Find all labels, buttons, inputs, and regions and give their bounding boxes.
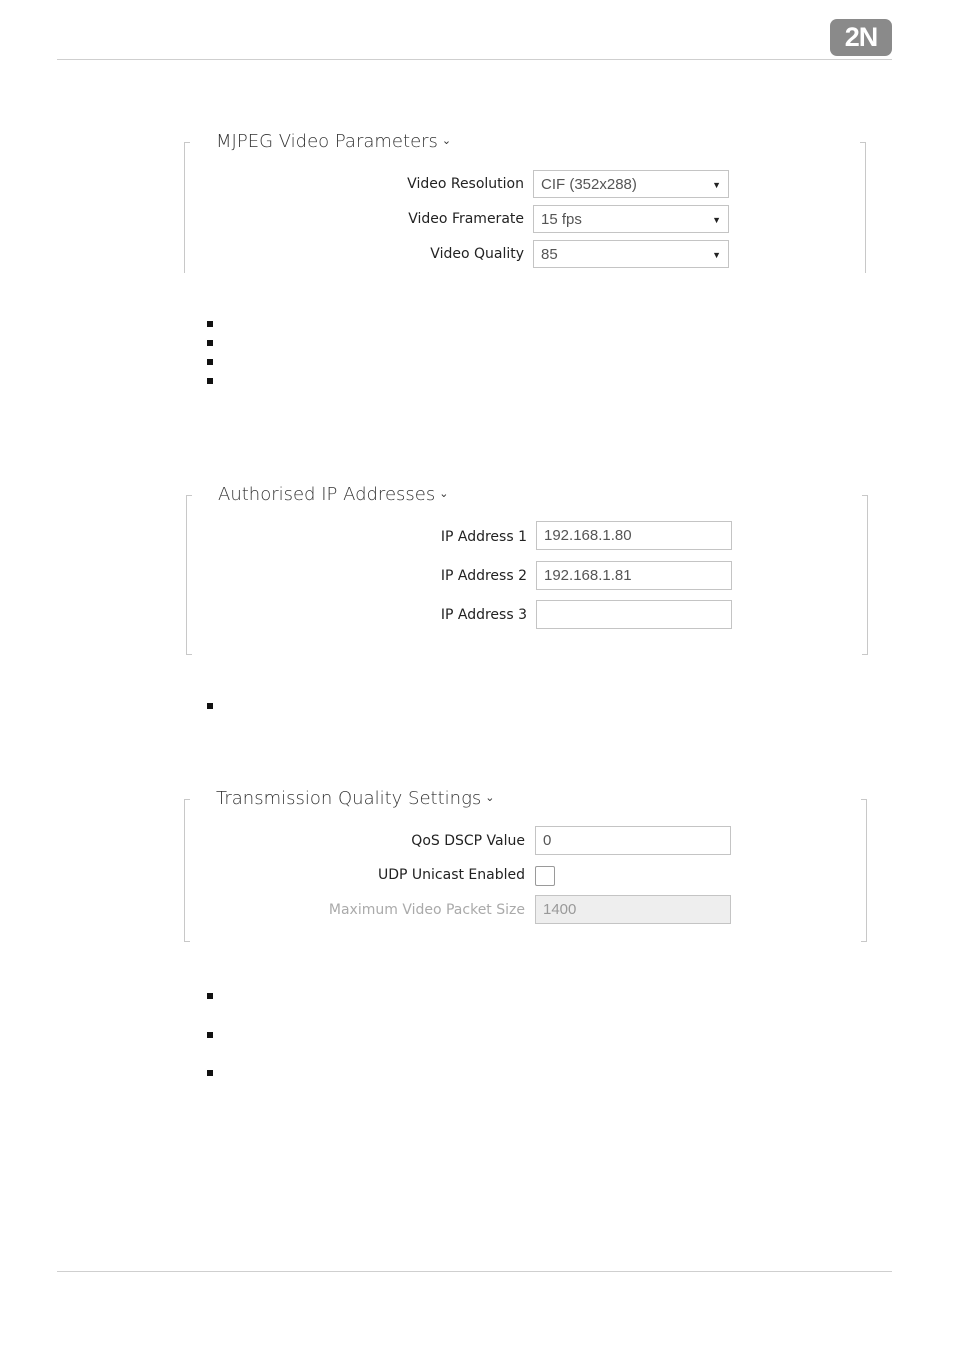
qos-dscp-label: QoS DSCP Value [411,833,525,849]
max-packet-size-row [184,895,525,925]
video-resolution-label: Video Resolution [407,176,524,192]
footer-divider [57,1271,892,1272]
video-framerate-value: 15 fps [541,211,582,228]
chevron-down-icon: ⌄ [439,487,449,500]
header-divider [57,59,892,60]
udp-unicast-checkbox[interactable] [535,866,555,886]
ip-address-2-label: IP Address 2 [440,568,527,584]
max-packet-size-label: Maximum Video Packet Size [328,902,525,918]
list-bullet [207,340,213,346]
video-framerate-row [184,204,524,234]
video-quality-label: Video Quality [430,246,524,262]
list-bullet [207,378,213,384]
list-bullet [207,993,213,999]
list-bullet [207,1070,213,1076]
ip-address-1-label: IP Address 1 [440,529,527,545]
list-bullet [207,321,213,327]
ip-address-1-input[interactable] [536,521,732,550]
transmission-quality-settings-panel [184,788,867,942]
brand-logo: 2N [830,19,892,56]
qos-dscp-input[interactable] [535,826,731,855]
udp-unicast-row [184,860,525,890]
transmission-panel-title[interactable] [214,788,496,809]
mjpeg-video-parameters-panel [184,131,866,273]
mjpeg-panel-title[interactable] [214,131,453,152]
chevron-down-icon: ⌄ [485,791,495,804]
video-framerate-label: Video Framerate [408,211,524,227]
video-quality-select[interactable] [533,240,729,268]
ip-address-3-input[interactable] [536,600,732,629]
transmission-panel-title-text: Transmission Quality Settings [216,788,482,809]
ip-address-3-row [186,600,527,630]
list-bullet [207,1032,213,1038]
qos-dscp-row [184,826,525,856]
ip-address-1-row [186,522,527,552]
dropdown-arrow-icon: ▼ [712,215,721,225]
video-resolution-row [184,169,524,199]
authorised-ip-addresses-panel [186,484,868,655]
udp-unicast-label: UDP Unicast Enabled [377,867,525,883]
video-resolution-select[interactable] [533,170,729,198]
list-bullet [207,359,213,365]
list-bullet [207,703,213,709]
ip-address-2-input[interactable] [536,561,732,590]
video-resolution-value: CIF (352x288) [541,176,637,193]
authorised-panel-title[interactable] [216,484,450,505]
ip-address-3-label: IP Address 3 [440,607,527,623]
mjpeg-panel-title-text: MJPEG Video Parameters [216,131,438,152]
panel-bracket-right [860,142,866,273]
video-quality-row [184,239,524,269]
chevron-down-icon: ⌄ [441,134,452,147]
ip-address-2-row [186,561,527,591]
dropdown-arrow-icon: ▼ [712,180,721,190]
video-quality-value: 85 [541,246,558,263]
dropdown-arrow-icon: ▼ [712,250,721,260]
max-packet-size-input [535,895,731,924]
panel-bracket-right [862,495,868,655]
video-framerate-select[interactable] [533,205,729,233]
authorised-panel-title-text: Authorised IP Addresses [218,484,436,505]
panel-bracket-right [861,799,867,942]
